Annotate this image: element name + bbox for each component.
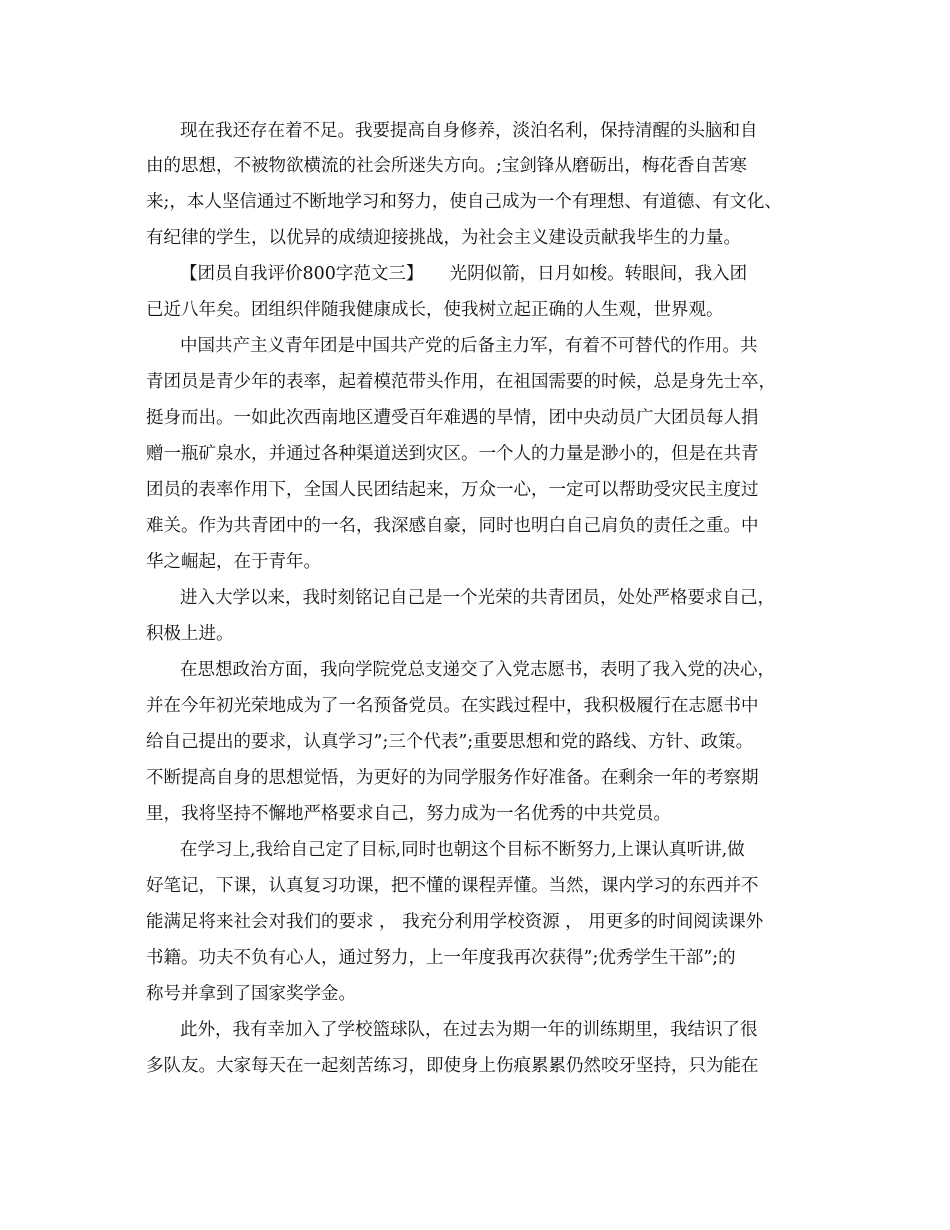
text-line: 此外，我有幸加入了学校篮球队，在过去为期一年的训练期里，我结识了很 bbox=[180, 1020, 758, 1040]
text-line: 难关。作为共青团中的一名，我深感自豪，同时也明白自己肩负的责任之重。中 bbox=[146, 516, 759, 536]
text-line: 积极上进。 bbox=[146, 624, 234, 644]
text-line: 能满足将来社会对我们的要求 ， 我充分利用学校资源 ， 用更多的时间阅读课外 bbox=[146, 912, 764, 932]
text-line: 里，我将坚持不懈地严格要求自己，努力成为一名优秀的中共党员。 bbox=[146, 804, 671, 824]
text-line: 来;，本人坚信通过不断地学习和努力，使自己成为一个有理想、有道德、有文化、 bbox=[146, 192, 782, 212]
section-heading-line: 【团员自我评价800字范文三】 光阴似箭，日月如梭。转眼间，我入团 bbox=[180, 264, 748, 284]
text-line: 在学习上,我给自己定了目标,同时也朝这个目标不断努力,上课认真听讲,做 bbox=[180, 840, 745, 860]
text-line: 有纪律的学生，以优异的成绩迎接挑战，为社会主义建设贡献我毕生的力量。 bbox=[146, 228, 741, 248]
text-line: 赠一瓶矿泉水，并通过各种渠道送到灾区。一个人的力量是渺小的，但是在共青 bbox=[146, 444, 759, 464]
text-line: 现在我还存在着不足。我要提高自身修养，淡泊名利，保持清醒的头脑和自 bbox=[180, 121, 758, 141]
text-line: 多队友。大家每天在一起刻苦练习，即使身上伤痕累累仍然咬牙坚持，只为能在 bbox=[146, 1056, 759, 1076]
text-line: 挺身而出。一如此次西南地区遭受百年难遇的旱情，团中央动员广大团员每人捐 bbox=[146, 408, 759, 428]
text-line: 给自己提出的要求，认真学习”;三个代表”;重要思想和党的路线、方针、政策。 bbox=[146, 732, 754, 752]
text-line: 进入大学以来，我时刻铭记自己是一个光荣的共青团员，处处严格要求自己， bbox=[180, 588, 775, 608]
text-line: 团员的表率作用下，全国人民团结起来，万众一心，一定可以帮助受灾民主度过 bbox=[146, 480, 759, 500]
text-line: 好笔记，下课，认真复习功课，把不懂的课程弄懂。当然，课内学习的东西并不 bbox=[146, 876, 759, 896]
text-line: 由的思想，不被物欲横流的社会所迷失方向。;宝剑锋从磨砺出，梅花香自苦寒 bbox=[146, 156, 747, 176]
text-line: 称号并拿到了国家奖学金。 bbox=[146, 984, 356, 1004]
text-line: 中国共产主义青年团是中国共产党的后备主力军，有着不可替代的作用。共 bbox=[180, 336, 758, 356]
text-line: 不断提高自身的思想觉悟，为更好的为同学服务作好准备。在剩余一年的考察期 bbox=[146, 768, 759, 788]
text-line: 并在今年初光荣地成为了一名预备党员。在实践过程中，我积极履行在志愿书中 bbox=[146, 696, 759, 716]
text-line: 已近八年矣。团组织伴随我健康成长，使我树立起正确的人生观，世界观。 bbox=[146, 300, 724, 320]
text-line: 华之崛起，在于青年。 bbox=[146, 552, 321, 572]
text-line: 在思想政治方面，我向学院党总支递交了入党志愿书，表明了我入党的决心， bbox=[180, 660, 775, 680]
text-line: 青团员是青少年的表率，起着模范带头作用，在祖国需要的时候，总是身先士卒， bbox=[146, 372, 776, 392]
text-line: 书籍。功夫不负有心人，通过努力，上一年度我再次获得”;优秀学生干部”;的 bbox=[146, 948, 736, 968]
